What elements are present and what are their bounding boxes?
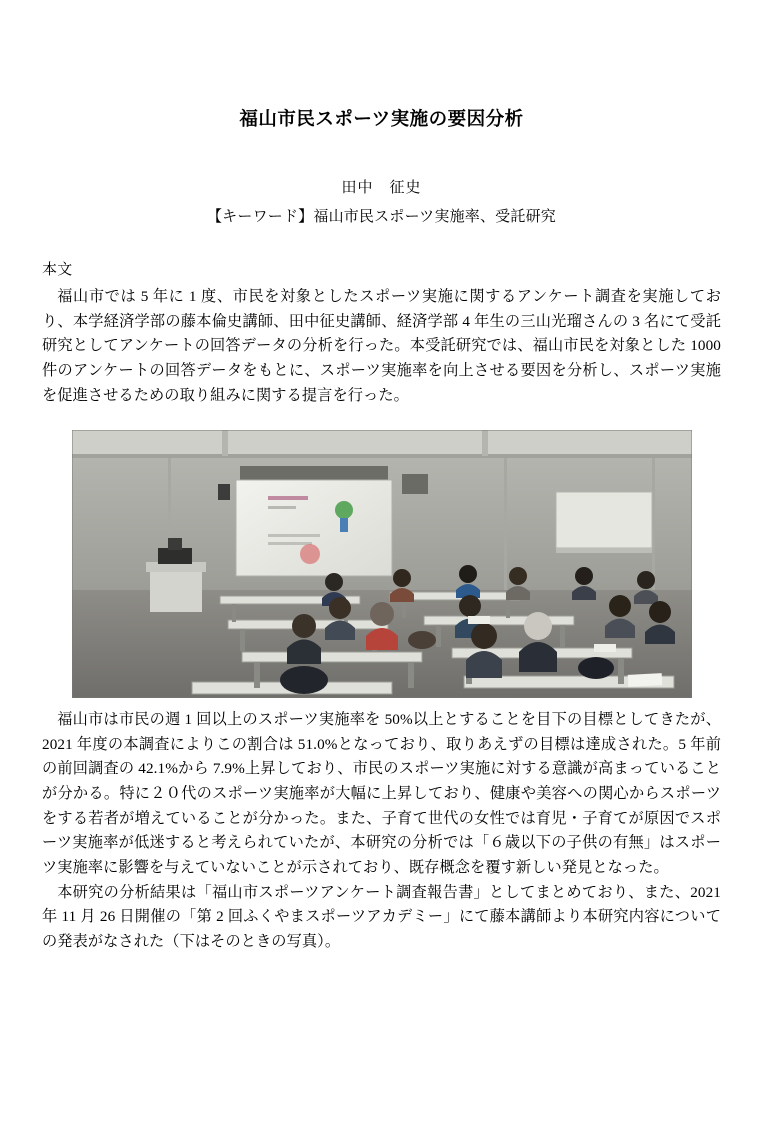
paragraph-3: 本研究の分析結果は「福山市スポーツアンケート調査報告書」としてまとめており、また、2021 年 11 月 26 日開催の「第 2 回ふくやまスポーツアカデミー」にて藤本講師より本研究内容についての発表がなされた（下はそのときの写真）。 xyxy=(42,883,721,950)
figure-photo-classroom xyxy=(72,430,692,698)
paragraph-2: 福山市は市民の週 1 回以上のスポーツ実施率を 50%以上とすることを目下の目標としてきたが、2021 年度の本調査によりこの割合は 51.0%となっており、取りあえずの目標は達成された。5 年前の前回調査の 42.1%から 7.9%上昇しており、市民のスポーツ実施に対する意識が高まっていることが分かる。特に２０代のスポーツ実施率が大幅に上昇しており、健康や美容への関心からスポーツをする若者が増えていることが分かった。また、子育て世代の女性では育児・子育てが原因でスポーツ実施率が低迷すると考えられていたが、本研究の分析では「６歳以下の子供の有無」はスポーツ実施率に影響を与えていないことが示されており、既存概念を覆す新しい発見となった。 xyxy=(42,711,721,876)
classroom-photo-illustration xyxy=(72,430,692,698)
keywords-line: 【キーワード】福山市民スポーツ実施率、受託研究 xyxy=(206,209,556,226)
author-line xyxy=(42,176,721,197)
paragraph-1: 福山市では 5 年に 1 度、市民を対象としたスポーツ実施に関するアンケート調査を実施しており、本学経済学部の藤本倫史講師、田中征史講師、経済学部 4 年生の三山光瑠さんの 3 名にて受託研究としてアンケートの回答データの分析を行った。本受託研究では、福山市民を対象とした 1000 件のアンケートの回答データをもとに、スポーツ実施率を向上させる要因を分析し、スポーツ実施を促進させるための取り組みに関する提言を行った。 xyxy=(42,288,721,404)
section-label-body: 本文 xyxy=(42,262,73,279)
document-page xyxy=(0,108,763,1132)
page-title: 福山市民スポーツ実施の要因分析 xyxy=(239,110,524,130)
author-name: 田中 征史 xyxy=(341,180,422,197)
